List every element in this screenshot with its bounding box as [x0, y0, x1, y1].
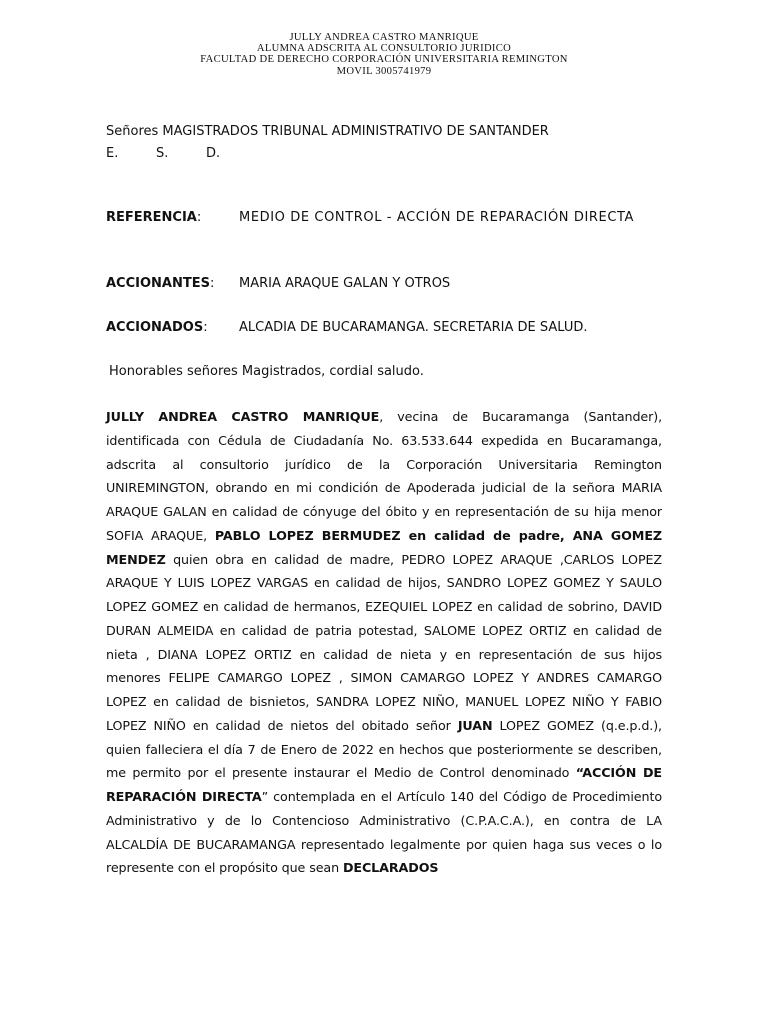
letterhead-phone: MOVIL 3005741979 [336, 65, 432, 77]
body-text-1: , vecina de Bucaramanga (Santander), identificada con Cédula de Ciudadanía No. 63.533.644 expedida en Bucaramanga, adscrita al consultorio jurídico de la Corporación Universitaria Remington UNIREMINGTON, obrando en mi condición de Apoderada judicial de la señora MARIA ARAQUE GALAN en calidad de cónyuge del óbito y en representación de su hija menor SOFIA ARAQUE, [106, 409, 662, 543]
reference-label [106, 206, 239, 230]
addressee-court: MAGISTRADOS TRIBUNAL ADMINISTRATIVO DE SANTANDER [162, 124, 549, 139]
plaintiffs-label-text: ACCIONANTES [106, 276, 210, 291]
letterhead-faculty: FACULTAD DE DERECHO CORPORACIÓN UNIVERSITARIA REMINGTON [200, 54, 568, 66]
esd-e: E. [106, 146, 119, 161]
greeting: Honorables señores Magistrados, cordial saludo. [109, 364, 424, 379]
esd-s: S. [156, 146, 169, 161]
defendants-label [106, 316, 239, 340]
plaintiffs-label [106, 272, 239, 296]
esd-d: D. [206, 146, 221, 161]
reference-label-text: REFERENCIA [106, 210, 197, 225]
letterhead [0, 32, 768, 77]
letterhead-author-name: JULLY ANDREA CASTRO MANRIQUE [289, 32, 479, 43]
body-bold-action: “ACCIÓN DE REPARACIÓN DIRECTA [106, 765, 662, 804]
defendants-colon: : [203, 320, 208, 335]
body-bold-juan: JUAN [457, 717, 493, 733]
esd-line [106, 143, 666, 165]
body-paragraph [106, 405, 662, 880]
letterhead-role: ALUMNA ADSCRITA AL CONSULTORIO JURIDICO [256, 43, 512, 55]
defendants-label-text: ACCIONADOS [106, 320, 204, 335]
plaintiffs-row [106, 272, 662, 296]
reference-colon: : [196, 210, 202, 225]
defendants-value: ALCADIA DE BUCARAMANGA. SECRETARIA DE SALUD. [239, 320, 588, 335]
body-text-2: quien obra en calidad de madre, PEDRO LOPEZ ARAQUE ,CARLOS LOPEZ ARAQUE Y LUIS LOPEZ VARGAS en calidad de hijos, SANDRO LOPEZ GOMEZ Y SAULO LOPEZ GOMEZ en calidad de hermanos, EZEQUIEL LOPEZ en calidad de sobrino, DAVID DURAN ALMEIDA en calidad de patria potestad, SALOME LOPEZ ORTIZ en calidad de nieta , DIANA LOPEZ ORTIZ en calidad de nieta y en representación de sus hijos menores FELIPE CAMARGO LOPEZ , SIMON CAMARGO LOPEZ Y ANDRES CAMARGO LOPEZ en calidad de bisnietos, SANDRA LOPEZ NIÑO, MANUEL LOPEZ NIÑO Y FABIO LOPEZ NIÑO en calidad de nietos del obitado señor [106, 551, 662, 733]
reference-value: MEDIO DE CONTROL - ACCIÓN DE REPARACIÓN DIRECTA [239, 210, 635, 225]
body-author-name: JULLY ANDREA CASTRO MANRIQUE [106, 409, 380, 424]
plaintiffs-value: MARIA ARAQUE GALAN Y OTROS [239, 276, 451, 291]
body-bold-declarados: DECLARADOS [342, 860, 439, 876]
body-text-3: LOPEZ GOMEZ (q.e.p.d.), quien falleciera el día 7 de Enero de 2022 en hechos que posteriormente se describen, me permito por el presente instaurar el Medio de Control denominado [106, 717, 662, 781]
defendants-row [106, 316, 662, 340]
addressee-title [106, 121, 666, 143]
addressee-salutation: Señores [106, 124, 159, 139]
reference-row [106, 206, 662, 230]
plaintiffs-colon: : [209, 276, 215, 291]
body-bold-parents: PABLO LOPEZ BERMUDEZ en calidad de padre, ANA GOMEZ MENDEZ [106, 527, 663, 567]
body-text-4: ” contemplada en el Artículo 140 del Código de Procedimiento Administrativo y de lo Contencioso Administrativo (C.P.A.C.A.), en contra de LA ALCALDÍA DE BUCARAMANGA representado legalmente por quien haga sus veces o lo represente con el propósito que sean [106, 789, 662, 876]
addressee-block [106, 121, 666, 165]
